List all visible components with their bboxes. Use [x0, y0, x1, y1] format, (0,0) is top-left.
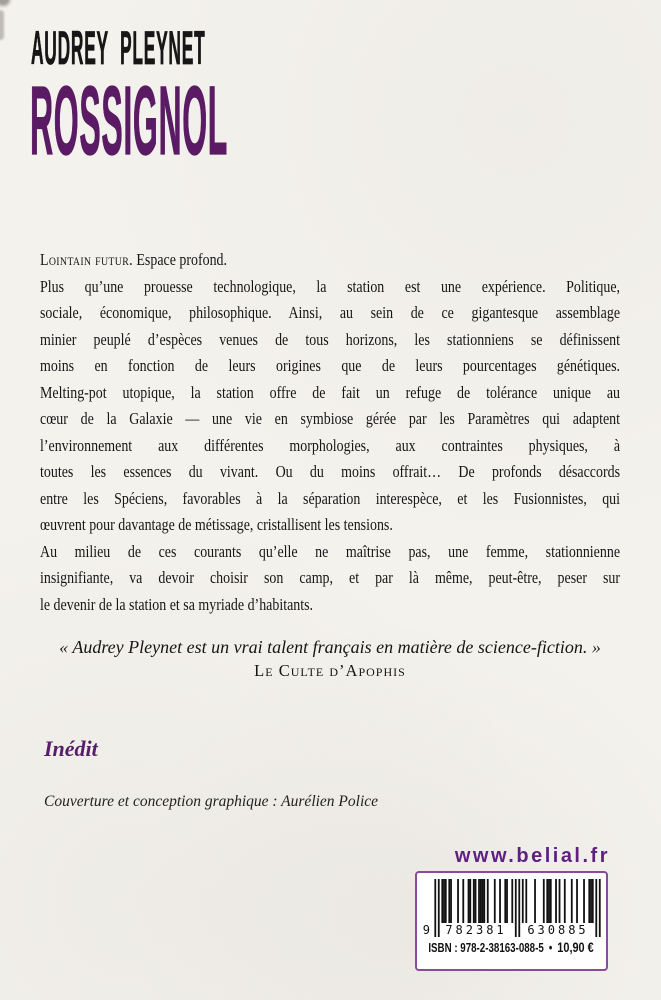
synopsis-text [40, 247, 620, 618]
inedit-label: Inédit [44, 736, 98, 761]
isbn-price-row [429, 939, 594, 955]
book-title-text: ROSSIGNOL [30, 66, 229, 175]
barcode-box [415, 871, 608, 971]
author-name-text: AUDREY PLEYNET [31, 21, 206, 74]
scan-artifact [0, 10, 4, 40]
synopsis-line-6: Melting-pot utopique, la station offre de fait un refuge de tolérance unique au [40, 382, 621, 402]
synopsis-line-1 [40, 247, 620, 274]
synopsis-line-5: moins en fonction de leurs origines que de leurs pourcentages génétiques. [40, 356, 621, 375]
book-title [30, 66, 630, 175]
price: 10,90 € [557, 939, 595, 955]
synopsis-line-3: sociale, économique, philosophique. Ainsi, au sein de ce gigantesque assemblage [40, 303, 621, 322]
barcode-digit-lead: 9 [422, 923, 430, 937]
cover-design-credit: Couverture et conception graphique : Aurélien Police [44, 793, 379, 810]
synopsis-line-2: Plus qu’une prouesse technologique, la station est une expérience. Politique, [40, 276, 621, 296]
synopsis-block [40, 247, 620, 618]
publisher-website: www.belial.fr [454, 845, 610, 867]
barcode-digits-left: 782381 [445, 923, 507, 937]
synopsis-line-9: toutes les essences du vivant. Ou du moins offrait… De profonds désaccords [40, 462, 621, 481]
review-quote-source: Le Culte d’Apophis [254, 661, 406, 680]
separator-dot: • [549, 941, 553, 955]
ean13-barcode [422, 879, 601, 937]
author-name [31, 21, 502, 74]
synopsis-line-8: l’environnement aux différentes morphologies, aux contraintes physiques, à [40, 435, 621, 455]
synopsis-line-13: insignifiante, va devoir choisir son camp, et par là même, peut-être, peser sur [40, 568, 621, 587]
synopsis-opening-smallcaps: Lointain futur. [40, 250, 133, 269]
isbn-number: ISBN : 978-2-38163-088-5 [428, 941, 545, 955]
barcode-digits-right: 630885 [527, 923, 589, 937]
scan-artifact [0, 0, 10, 6]
review-quote: « Audrey Pleynet est un vrai talent français en matière de science-fiction. » [59, 637, 601, 657]
synopsis-opening-rest: Espace profond. [132, 250, 228, 269]
synopsis-line-11: œuvrent pour davantage de métissage, cristallisent les tensions. [40, 515, 393, 534]
synopsis-line-14: le devenir de la station et sa myriade d’habitants. [40, 594, 314, 614]
synopsis-line-4: minier peuplé d’espèces venues de tous horizons, les stationniens se définissent [40, 329, 621, 349]
synopsis-line-12: Au milieu de ces courants qu’elle ne maîtrise pas, une femme, stationnienne [40, 541, 621, 561]
synopsis-line-7: cœur de la Galaxie — une vie en symbiose gérée par les Paramètres qui adaptent [40, 409, 621, 428]
synopsis-line-10: entre les Spéciens, favorables à la séparation interespèce, et les Fusionnistes, qui [40, 488, 621, 508]
